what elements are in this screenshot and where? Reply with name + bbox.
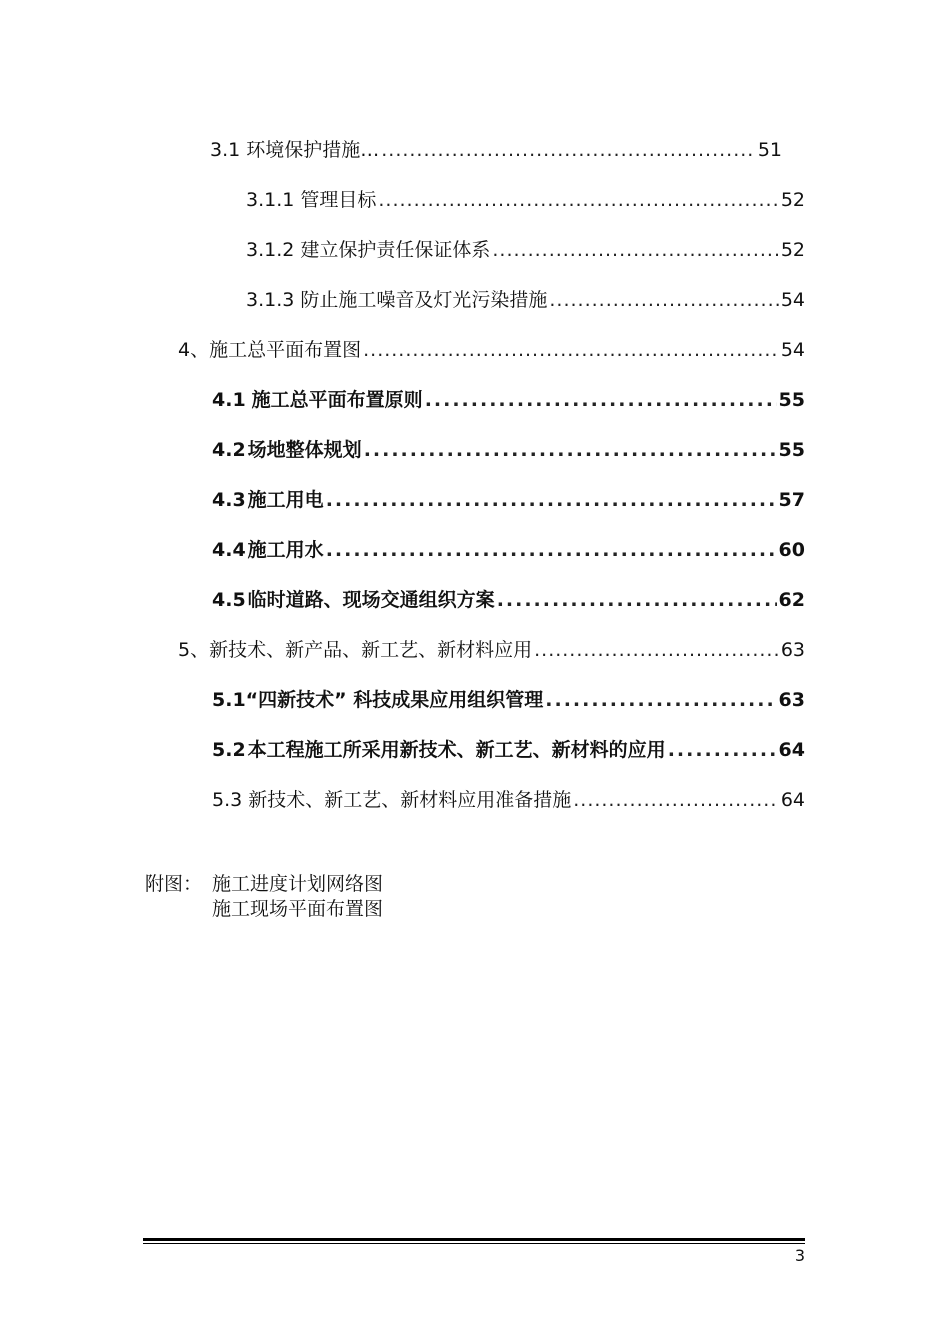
toc-entry-title: 场地整体规划 bbox=[247, 439, 362, 461]
toc-entry-title: 建立保护责任保证体系 bbox=[300, 239, 491, 261]
toc-entry-number: 5、 bbox=[178, 639, 210, 661]
toc-entry-4-4[interactable] bbox=[212, 536, 805, 564]
toc-entry-page: 60 bbox=[778, 539, 805, 561]
toc-entry-5-1[interactable] bbox=[212, 686, 805, 714]
toc-entry-number: 4.1 bbox=[212, 389, 246, 411]
toc-entry-number: 3.1.2 bbox=[246, 239, 295, 261]
toc-entry-title: 施工总平面布置图 bbox=[209, 339, 362, 361]
toc-entry-number: 5.1 bbox=[212, 689, 246, 711]
toc-entry-4-5[interactable] bbox=[212, 586, 805, 614]
toc-entry-page: 64 bbox=[778, 739, 805, 761]
dot-leader bbox=[497, 586, 777, 614]
page-number: 3 bbox=[794, 1246, 805, 1265]
dot-leader bbox=[364, 436, 777, 464]
appendix-item: 施工现场平面布置图 bbox=[212, 898, 384, 920]
toc-entry-3-1[interactable] bbox=[210, 136, 782, 164]
toc-entry-5-3[interactable] bbox=[212, 786, 805, 814]
toc-entry-title: “四新技术” 科技成果应用组织管理 bbox=[245, 689, 544, 711]
dot-leader bbox=[425, 386, 777, 414]
toc-entry-title: 管理目标 bbox=[300, 189, 377, 211]
toc-entry-page: 55 bbox=[778, 389, 805, 411]
toc-entry-page: 54 bbox=[780, 339, 805, 361]
toc-entry-5[interactable] bbox=[178, 636, 805, 664]
dot-leader bbox=[326, 536, 777, 564]
toc-entry-title: 环境保护措施… bbox=[246, 139, 380, 161]
toc-entry-4-2[interactable] bbox=[212, 436, 805, 464]
toc-entry-page: 62 bbox=[778, 589, 805, 611]
toc-entry-number: 4、 bbox=[178, 339, 210, 361]
toc-entry-number: 5.2 bbox=[212, 739, 246, 761]
appendix-label: 附图： bbox=[145, 873, 203, 895]
dot-leader bbox=[363, 336, 779, 364]
dot-leader bbox=[326, 486, 777, 514]
toc-entry-page: 57 bbox=[778, 489, 805, 511]
toc-entry-number: 4.2 bbox=[212, 439, 246, 461]
toc-entry-page: 51 bbox=[757, 139, 782, 161]
toc-entry-number: 3.1.3 bbox=[246, 289, 295, 311]
appendix-item: 施工进度计划网络图 bbox=[212, 873, 384, 895]
footer-rule bbox=[143, 1238, 805, 1241]
toc-entry-3-1-1[interactable] bbox=[246, 186, 805, 214]
toc-entry-page: 52 bbox=[780, 189, 805, 211]
toc-entry-number: 4.3 bbox=[212, 489, 246, 511]
toc-entry-page: 55 bbox=[778, 439, 805, 461]
toc-entry-4-1[interactable] bbox=[212, 386, 805, 414]
toc-entry-number: 3.1 bbox=[210, 139, 241, 161]
toc-entry-title: 施工用电 bbox=[247, 489, 324, 511]
toc-entry-title: 防止施工噪音及灯光污染措施 bbox=[300, 289, 548, 311]
dot-leader bbox=[378, 186, 778, 214]
dot-leader bbox=[573, 786, 779, 814]
dot-leader bbox=[549, 286, 778, 314]
toc-entry-title: 施工总平面布置原则 bbox=[251, 389, 423, 411]
toc-entry-number: 4.4 bbox=[212, 539, 246, 561]
toc-entry-title: 施工用水 bbox=[247, 539, 324, 561]
toc-entry-page: 63 bbox=[778, 689, 805, 711]
footer-rule-thin bbox=[143, 1243, 805, 1244]
toc-entry-page: 54 bbox=[780, 289, 805, 311]
toc-entry-4[interactable] bbox=[178, 336, 805, 364]
toc-entry-page: 52 bbox=[780, 239, 805, 261]
toc-entry-page: 64 bbox=[780, 789, 805, 811]
toc-entry-5-2[interactable] bbox=[212, 736, 805, 764]
toc-entry-page: 63 bbox=[780, 639, 805, 661]
toc-entry-3-1-2[interactable] bbox=[246, 236, 805, 264]
toc-entry-number: 3.1.1 bbox=[246, 189, 295, 211]
dot-leader bbox=[534, 636, 779, 664]
appendix-list bbox=[145, 872, 383, 922]
dot-leader bbox=[492, 236, 778, 264]
toc-entry-3-1-3[interactable] bbox=[246, 286, 805, 314]
toc-entry-title: 新技术、新产品、新工艺、新材料应用 bbox=[209, 639, 533, 661]
dot-leader bbox=[381, 136, 756, 164]
toc-entry-number: 4.5 bbox=[212, 589, 246, 611]
toc-entry-number: 5.3 bbox=[212, 789, 243, 811]
dot-leader bbox=[545, 686, 776, 714]
toc-entry-title: 新技术、新工艺、新材料应用准备措施 bbox=[248, 789, 572, 811]
toc-entry-title: 临时道路、现场交通组织方案 bbox=[247, 589, 495, 611]
toc-entry-4-3[interactable] bbox=[212, 486, 805, 514]
dot-leader bbox=[668, 736, 777, 764]
toc-entry-title: 本工程施工所采用新技术、新工艺、新材料的应用 bbox=[247, 739, 666, 761]
